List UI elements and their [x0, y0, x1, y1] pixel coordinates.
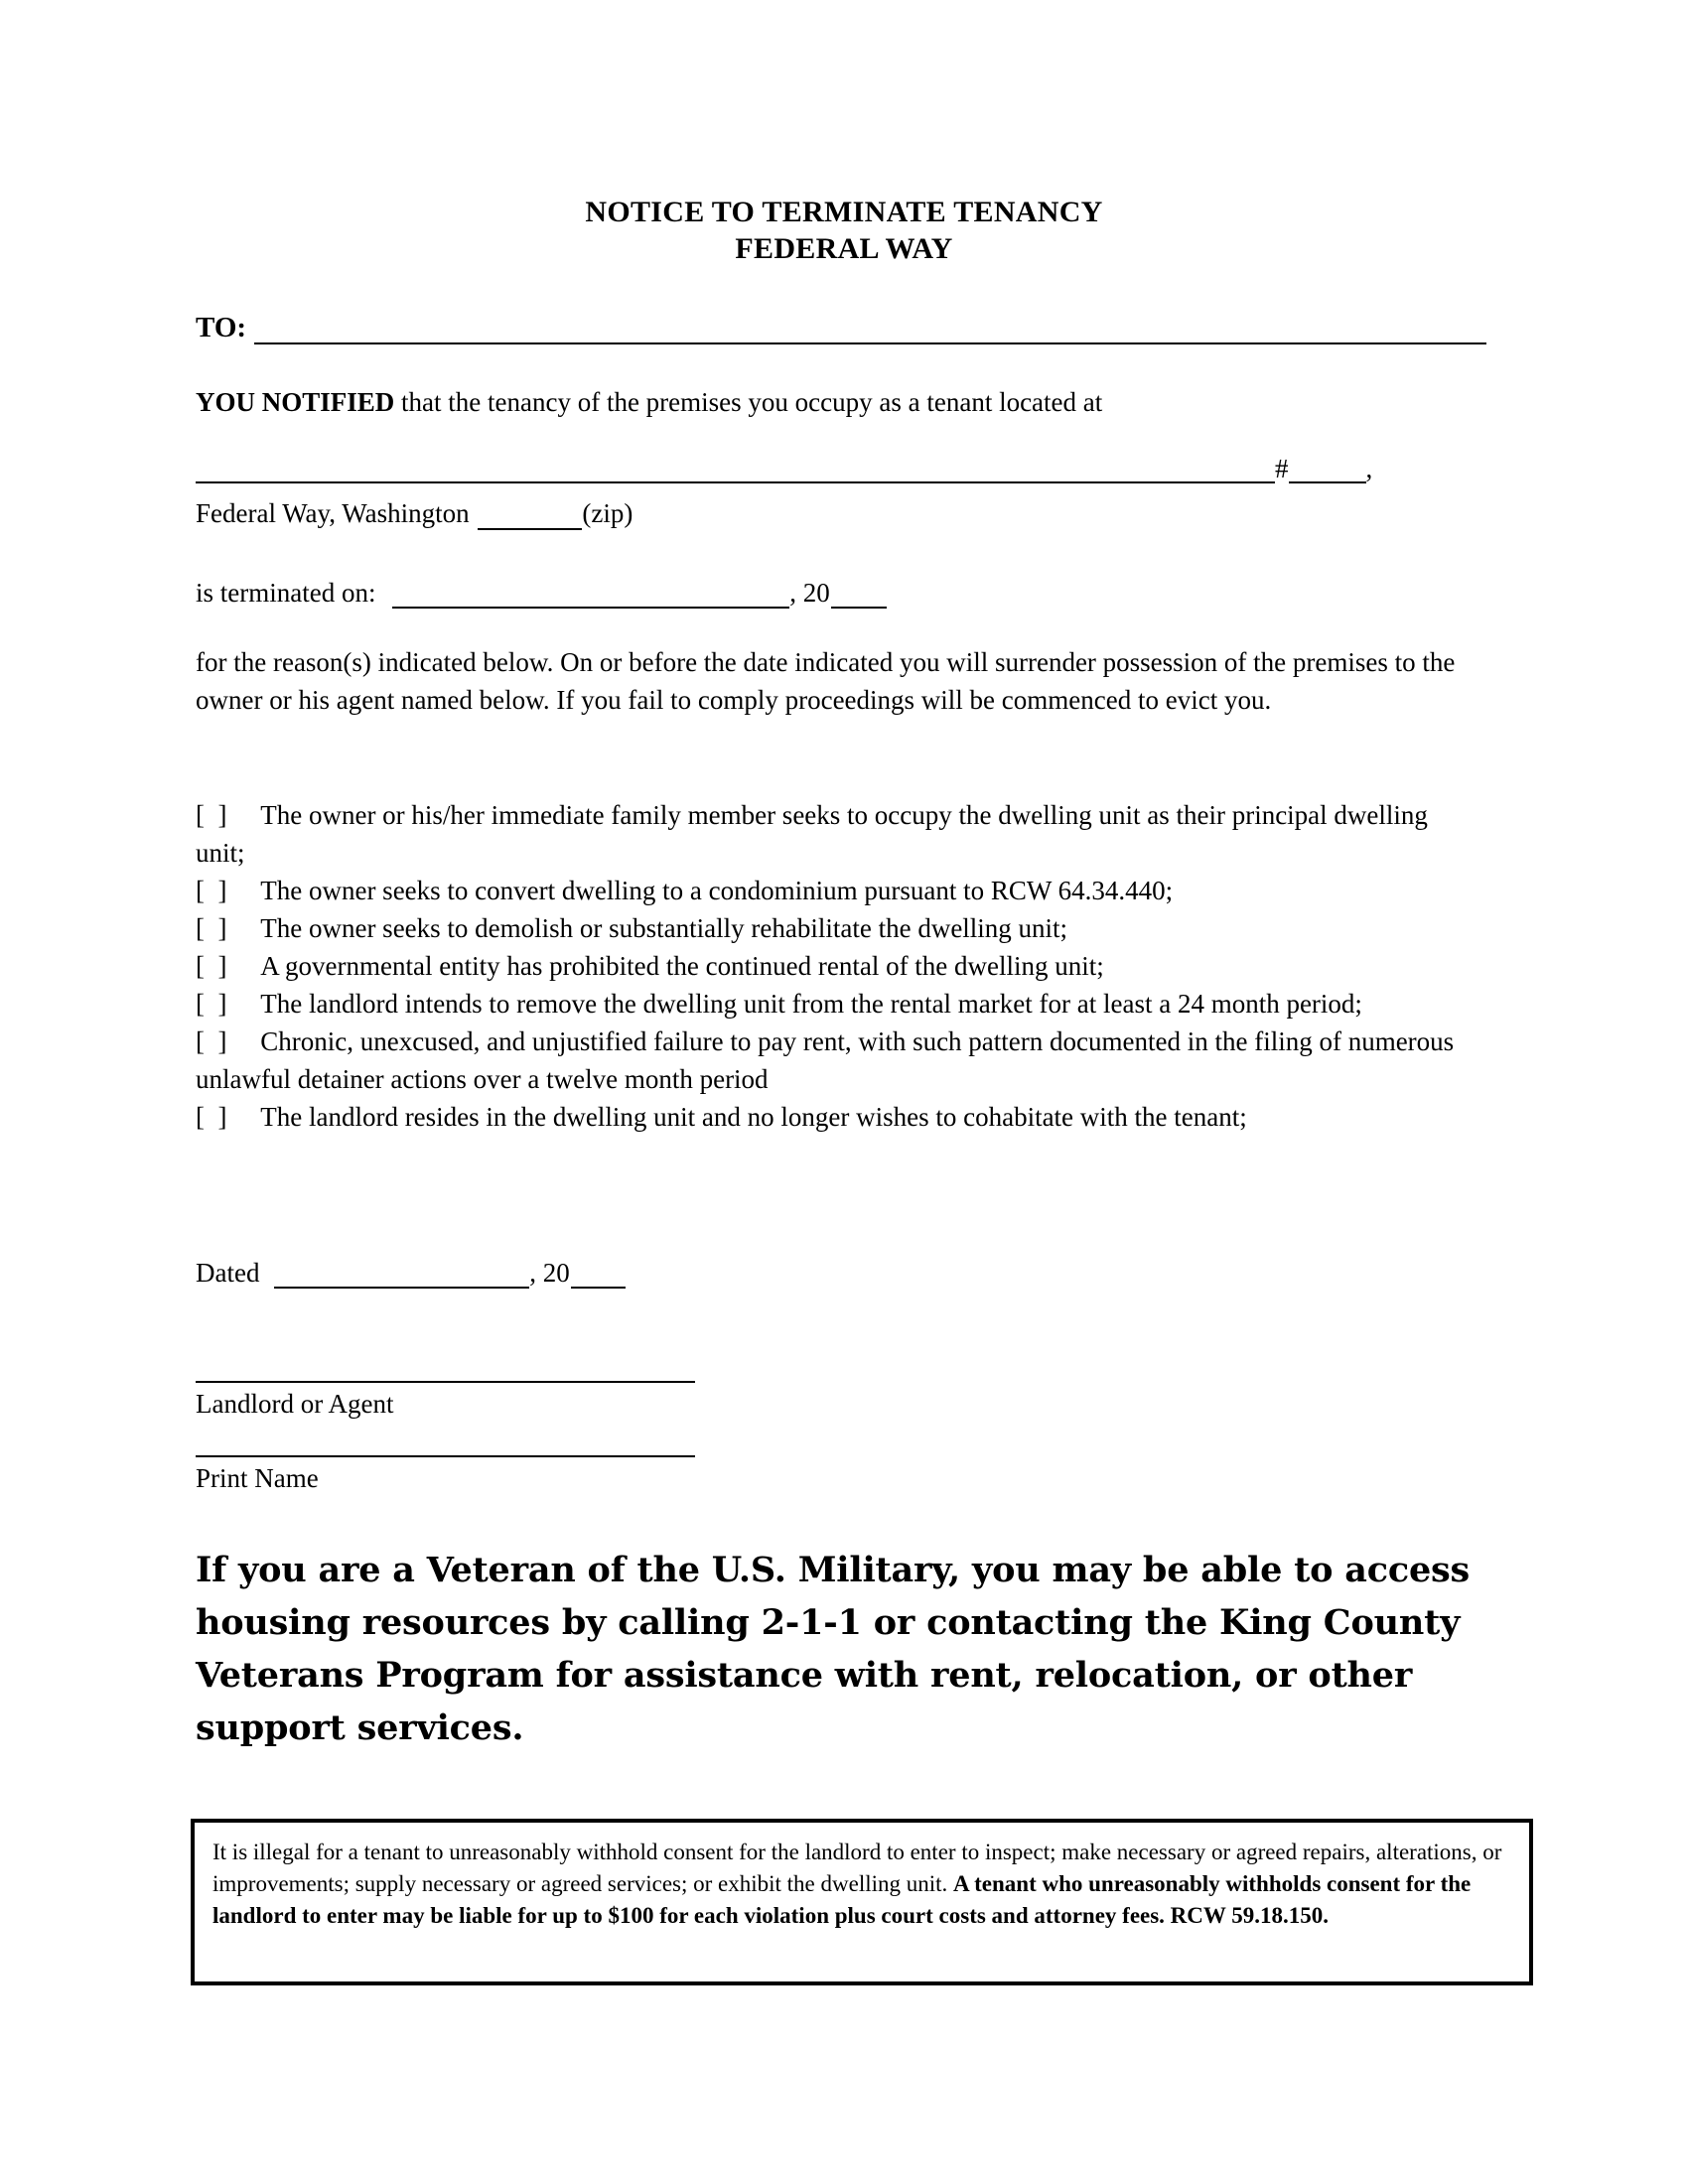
list-item[interactable] — [196, 947, 1465, 985]
checkbox-icon[interactable]: [ ] — [196, 1102, 227, 1132]
legal-notice-text — [212, 1837, 1511, 1932]
legal-notice-bold: A tenant who unreasonably withholds consent for the landlord to enter may be liable for up to $100 for each violation plus court costs and attorney fees. RCW 59.18.150. — [212, 1871, 1472, 1928]
list-item[interactable] — [196, 1098, 1465, 1136]
unit-number-input-line[interactable] — [1289, 452, 1366, 483]
landlord-signature-block — [196, 1380, 891, 1421]
to-label: TO: — [196, 312, 247, 343]
print-name-block — [196, 1454, 891, 1495]
checkbox-icon[interactable]: [ ] — [196, 876, 227, 905]
reason-instructions-paragraph: for the reason(s) indicated below. On or before the date indicated you will surrender possession of the premises to the owner or his agent named below. If you fail to comply proceedings will be commenced to evict you. — [196, 647, 1456, 715]
reason-text: The owner seeks to convert dwelling to a condominium pursuant to RCW 64.34.440; — [260, 876, 1174, 905]
legal-notice-box — [191, 1819, 1533, 1985]
dated-label: Dated — [196, 1258, 267, 1288]
title-line-2: FEDERAL WAY — [735, 232, 953, 265]
checkbox-icon[interactable]: [ ] — [196, 1026, 227, 1056]
unit-number-hash-label: # — [1275, 454, 1289, 483]
address-comma: , — [1365, 454, 1373, 483]
document-title — [0, 194, 1688, 267]
list-item[interactable] — [196, 796, 1465, 872]
reason-text: A governmental entity has prohibited the continued rental of the dwelling unit; — [260, 951, 1104, 981]
city-state-zip-row — [196, 496, 1486, 530]
list-item[interactable] — [196, 872, 1465, 909]
veteran-notice: If you are a Veteran of the U.S. Military, you may be able to access housing resources by calling 2-1-1 or contacting the King County Veterans Program for assistance with rent, relocation, or other support services. — [196, 1550, 1471, 1748]
legal-notice-regular: It is illegal for a tenant to unreasonably withhold consent for the landlord to enter to inspect; make necessary or agreed repairs, alterations, or improvements; supply necessary or agreed services; or exhibit the dwelling unit. — [212, 1840, 1502, 1896]
reason-text: The owner or his/her immediate family member seeks to occupy the dwelling unit as their principal dwelling unit; — [196, 800, 1428, 868]
address-field-row — [196, 452, 1486, 483]
reason-checkbox-list — [196, 796, 1465, 1136]
to-input-line[interactable] — [254, 317, 1486, 344]
checkbox-icon[interactable]: [ ] — [196, 989, 227, 1019]
zip-input-line[interactable] — [478, 502, 582, 530]
termination-date-row — [196, 578, 1486, 609]
termination-year-input-line[interactable] — [831, 579, 887, 609]
reason-text: The landlord resides in the dwelling unit and no longer wishes to cohabitate with the tenant; — [260, 1102, 1247, 1132]
reason-text: The owner seeks to demolish or substantially rehabilitate the dwelling unit; — [260, 913, 1068, 943]
dated-year-input-line[interactable] — [571, 1259, 626, 1289]
terminated-on-label: is terminated on: — [196, 578, 383, 608]
landlord-signature-label: Landlord or Agent — [196, 1389, 394, 1419]
reason-text: Chronic, unexcused, and unjustified failure to pay rent, with such pattern documented in the filing of numerous unlawful detainer actions over a twelve month period — [196, 1026, 1455, 1094]
checkbox-icon[interactable]: [ ] — [196, 951, 227, 981]
checkbox-icon[interactable]: [ ] — [196, 800, 227, 830]
city-state-label: Federal Way, Washington — [196, 498, 477, 528]
dated-year-prefix: , 20 — [529, 1258, 570, 1288]
print-name-label: Print Name — [196, 1463, 319, 1493]
you-notified-text: that the tenancy of the premises you occupy as a tenant located at — [394, 387, 1103, 417]
dated-input-line[interactable] — [274, 1259, 529, 1289]
termination-year-prefix: , 20 — [789, 578, 830, 608]
dated-row — [196, 1258, 1089, 1289]
address-input-line[interactable] — [196, 452, 1275, 483]
you-notified-lead: YOU NOTIFIED — [196, 387, 395, 417]
list-item[interactable] — [196, 1023, 1465, 1098]
reason-text: The landlord intends to remove the dwelling unit from the rental market for at least a 24 month period; — [260, 989, 1362, 1019]
termination-date-input-line[interactable] — [392, 579, 789, 609]
title-line-1: NOTICE TO TERMINATE TENANCY — [585, 196, 1103, 228]
checkbox-icon[interactable]: [ ] — [196, 913, 227, 943]
you-notified-paragraph — [196, 385, 1486, 419]
list-item[interactable] — [196, 909, 1465, 947]
zip-label: (zip) — [582, 498, 633, 528]
to-field-row — [196, 311, 1486, 344]
list-item[interactable] — [196, 985, 1465, 1023]
